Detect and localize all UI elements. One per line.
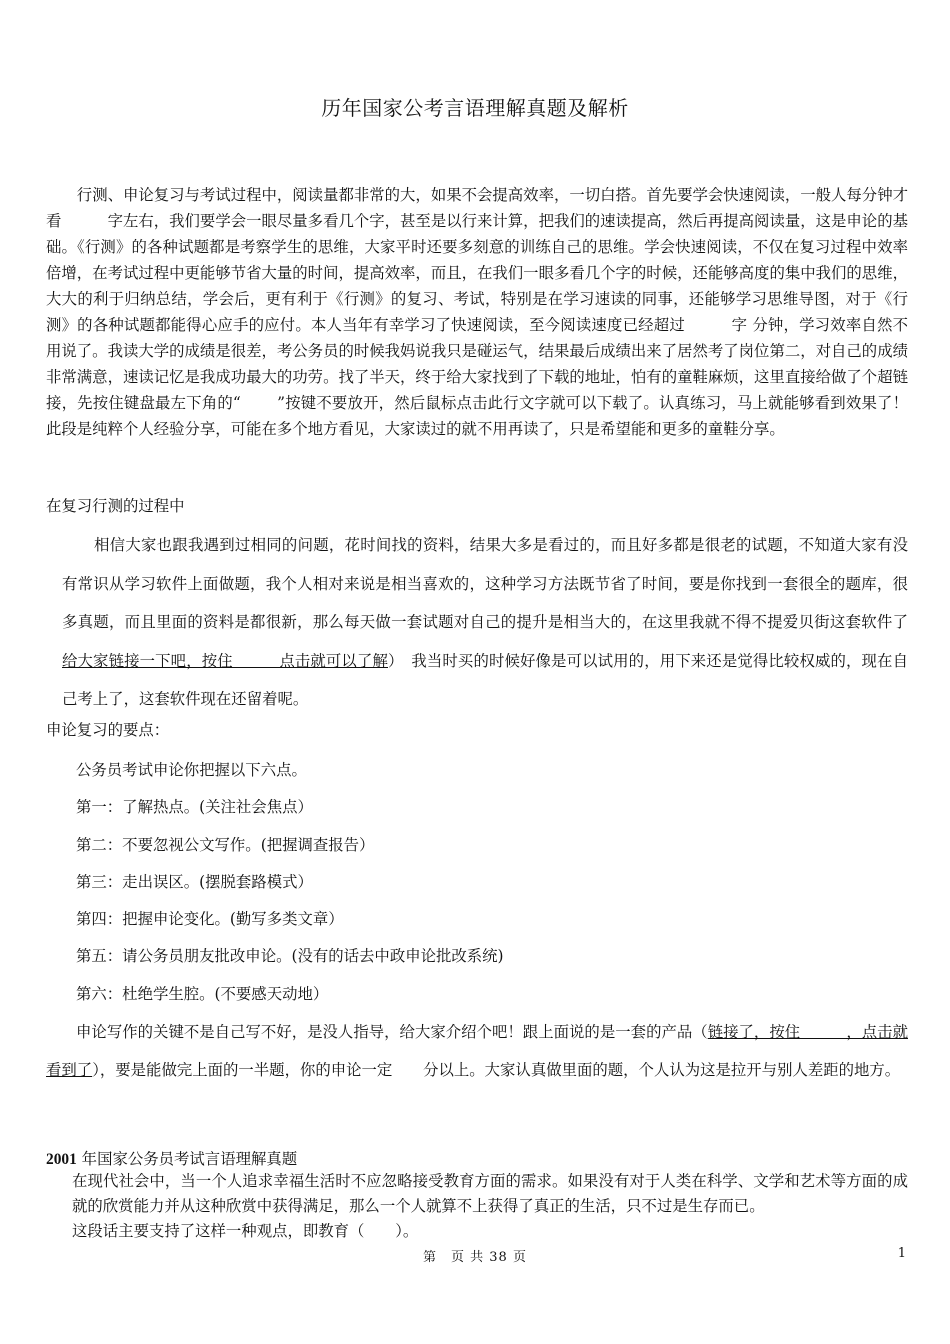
list-item: 第四：把握申论变化。(勤写多类文章） <box>76 910 344 929</box>
shenlun-paragraph <box>46 1013 908 1089</box>
question-title: 年国家公务员考试言语理解真题 <box>76 1150 298 1168</box>
page-footer: 第 页 共 38 页 <box>423 1250 527 1265</box>
xingce-paragraph <box>62 526 908 719</box>
xingce-text-end: ） 我当时买的时候好像是可以试用的，用下来还是觉得比较权威的，现在自己考上了，这套软件现在还留着呢。 <box>62 651 908 708</box>
section-heading-shenlun: 申论复习的要点： <box>46 721 170 739</box>
shenlun-product-link[interactable]: 链接了，按住 ，点击就看到了 <box>46 1023 908 1079</box>
software-link[interactable]: 给大家链接一下吧，按住 点击就可以了解 <box>62 651 388 670</box>
shenlun-text-start: 申论写作的关键不是自己写不好，是没人指导，给大家介绍个吧！跟上面说的是一套的产品（ <box>76 1023 708 1041</box>
list-item: 公务员考试申论你把握以下六点。 <box>76 761 307 779</box>
list-item: 第六：杜绝学生腔。(不要感天动地） <box>76 984 329 1003</box>
intro-paragraph: 行测、申论复习与考试过程中，阅读量都非常的大，如果不会提高效率，一切白搭。首先要学会快速阅读，一般人每分钟才看 字左右，我们要学会一眼尽量多看几个字，甚至是以行来计算，把我们的速读提高，然后再提高阅读量，这是申论的基础。《行测》的各种试题都是考察学生的思维，大家平时还要多刻意的训练自己的思维。学会快速阅读，不仅在复习过程中效率倍增，在考试过程中更能够节省大量的时间，提高效率，而且，在我们一眼多看几个字的时候，还能够高度的集中我们的思维，大大的利于归纳总结，学会后，更有利于《行测》的复习、考试，特别是在学习速读的同事，还能够学习思维导图，对于《行测》的各种试题都能得心应手的应付。本人当年有幸学习了快速阅读，至今阅读速度已经超过 字 分钟，学习效率自然不用说了。我读大学的成绩是很差，考公务员的时候我妈说我只是碰运气，结果最后成绩出来了居然考了岗位第二，对自己的成绩非常满意，速读记忆是我成功最大的功劳。找了半天，终于给大家找到了下载的地址，怕有的童鞋麻烦，这里直接给做了个超链接，先按住键盘最左下角的“ ”按键不要放开，然后鼠标点击此行文字就可以下载了。认真练习，马上就能够看到效果了！此段是纯粹个人经验分享，可能在多个地方看见，大家读过的就不用再读了，只是希望能和更多的童鞋分享。 <box>46 186 908 438</box>
list-item: 第三：走出误区。(摆脱套路模式） <box>76 872 313 891</box>
question-passage: 在现代社会中，当一个人追求幸福生活时不应忽略接受教育方面的需求。如果没有对于人类在科学、文学和艺术等方面的成就的欣赏能力并从这种欣赏中获得满足，那么一个人就算不上获得了真正的生活，只不过是生存而已。 <box>72 1172 908 1215</box>
xingce-text-start: 相信大家也跟我遇到过相同的问题，花时间找的资料，结果大多是看过的，而且好多都是很老的试题，不知道大家有没有常识从学习软件上面做题，我个人相对来说是相当喜欢的，这种学习方法既节省了时间，要是你找到一套很全的题库，很多真题，而且里面的资料是都很新，那么每天做一套试题对自己的提升是相当大的，在这里我就不得不提爱贝街这套软件了 <box>62 536 908 631</box>
section-heading-xingce: 在复习行测的过程中 <box>46 497 185 515</box>
list-item: 第二：不要忽视公文写作。(把握调查报告） <box>76 835 375 854</box>
question-body <box>72 1169 908 1244</box>
shenlun-text-end: ），要是能做完上面的一半题，你的申论一定 分以上。大家认真做里面的题，个人认为这是拉开与别人差距的地方。 <box>92 1061 901 1079</box>
question-heading <box>46 1147 297 1169</box>
list-item: 第一：了解热点。(关注社会焦点） <box>76 798 313 817</box>
document-title: 历年国家公考言语理解真题及解析 <box>321 96 629 120</box>
shenlun-points-list <box>76 752 896 1013</box>
page-number: 1 <box>897 1246 906 1261</box>
question-year: 2001 <box>46 1151 77 1168</box>
question-prompt: 这段话主要支持了这样一种观点，即教育（ ）。 <box>72 1222 419 1240</box>
list-item: 第五：请公务员朋友批改申论。(没有的话去中政申论批改系统) <box>76 947 504 966</box>
